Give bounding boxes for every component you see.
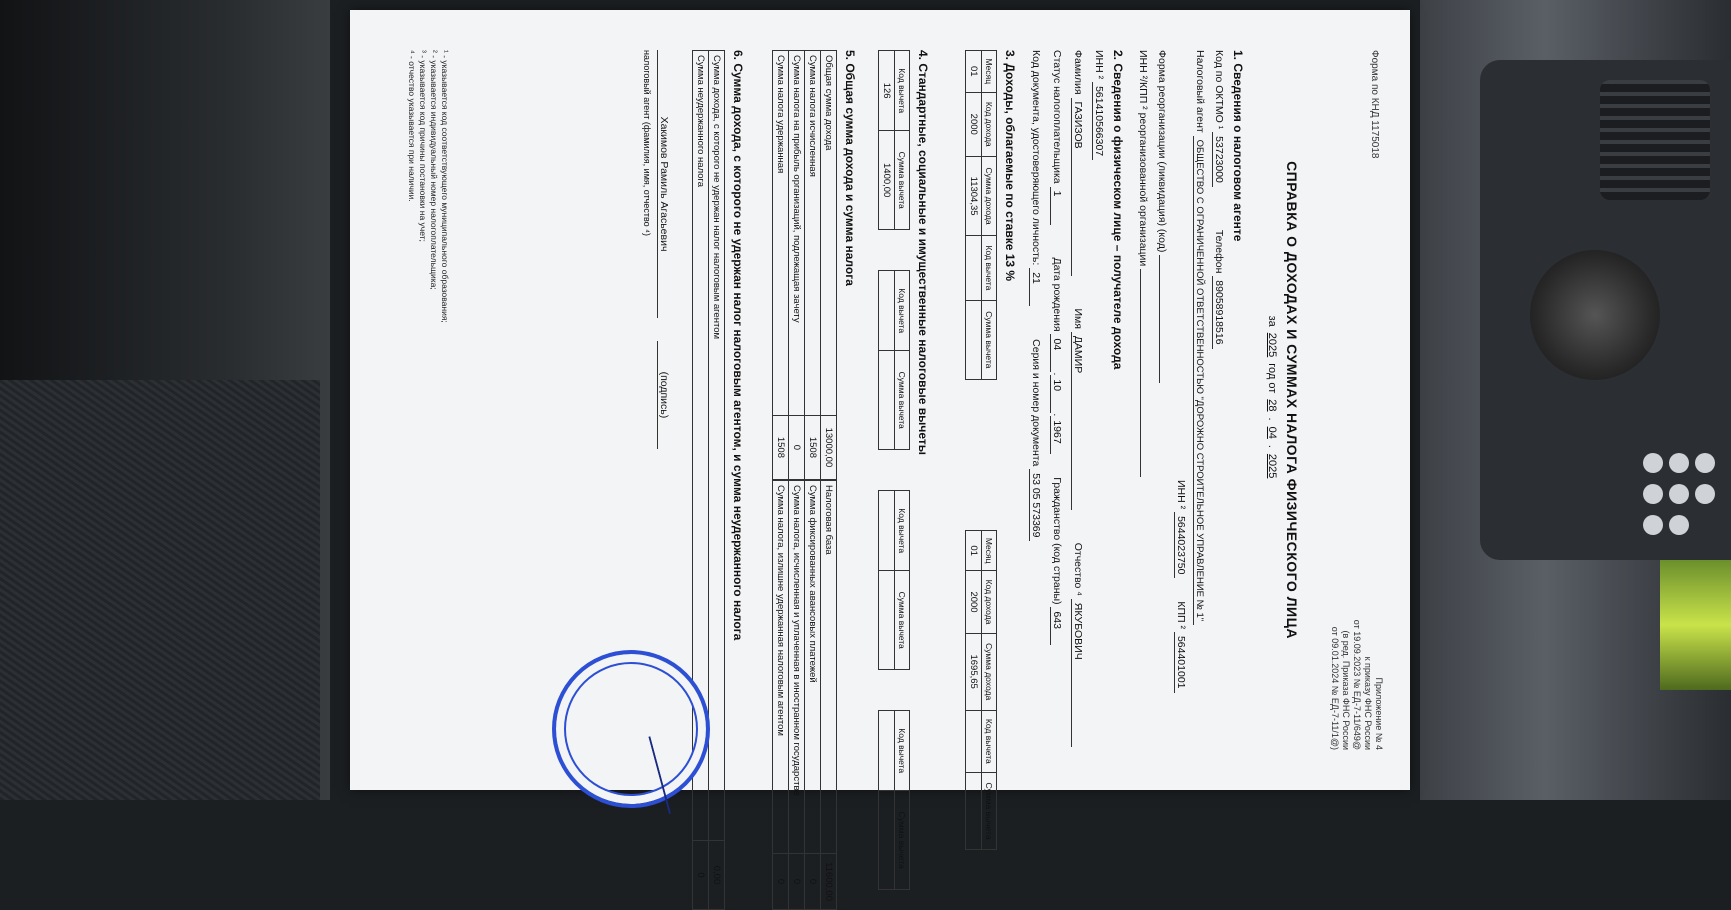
deductions-table-4: Код вычета Сумма вычета [878, 710, 910, 890]
oktmo-row: Код по ОКТМО ¹ 53723000 Телефон 89058918516 [1212, 50, 1225, 750]
table-row: 01 2000 1695,65 [966, 531, 982, 850]
background-green-object [1660, 560, 1731, 690]
table-row: Сумма налога, излишне удержанная налоговым агентом 0 [773, 481, 789, 910]
person-name-row: Фамилия ГАЗИЗОВ Имя ДАМИР Отчество ⁴ ЯКУБОВИЧ [1071, 50, 1084, 750]
table-row: Сумма налога исчисленная 1508 [805, 51, 821, 480]
reorg-inn-row: ИНН ²/КПП ² реорганизованной организации [1137, 50, 1149, 750]
document-photo [330, 0, 1430, 901]
table-row: Сумма фиксированных авансовых платежей 0 [805, 481, 821, 910]
table-row: Сумма дохода, с которого не удержан налог налоговым агентом 0,00 [709, 51, 725, 910]
air-vent [1600, 80, 1710, 200]
footnotes: ¹ - указывается код соответствующего муниципального образования; ² - указывается индивидуальный номер налогоплательщика; ³ - указывается код причины постановки на учет; ⁴ - отчество указывается при наличии. [407, 50, 450, 323]
section-3-title: 3. Доходы, облагаемые по ставке 13 % [1003, 50, 1017, 282]
income-table-left: Месяц Код дохода Сумма дохода Код вычета Сумма вычета 01 2000 11304,35 [965, 50, 997, 380]
form-code: Форма по КНД 1175018 [1369, 50, 1380, 159]
deductions-table: Код вычета Сумма вычета 126 1400,00 [878, 50, 910, 230]
agent-inn-row: ИНН ² 5644023750 КПП ² 564401001 [1174, 50, 1187, 750]
table-row: 01 2000 11304,35 [966, 51, 982, 380]
person-status-row: Статус налогоплательщика 1 Дата рождения 04.10.1967 Гражданство (код страны) 643 [1050, 50, 1063, 750]
period-line: за2025год от28.04.2025 [1266, 315, 1278, 479]
background-fabric [0, 380, 320, 800]
totals-table-right [772, 480, 837, 910]
section-1-title: 1. Сведения о налоговом агенте [1231, 50, 1245, 242]
deductions-table-3: Код вычета Сумма вычета [878, 490, 910, 670]
section-6-title: 6. Сумма дохода, с которого не удержан налог налоговым агентом, и сумма неудержанного налога [731, 50, 745, 641]
table-row: Общая сумма дохода 13000,00 [821, 51, 837, 480]
section-4-title: 4. Стандартные, социальные и имущественные налоговые вычеты [916, 50, 930, 455]
income-table-right: Месяц Код дохода Сумма дохода Код вычета Сумма вычета 01 2000 1695,65 [965, 530, 997, 850]
table-row: Налоговая база 11600,00 [821, 481, 837, 910]
reorg-row: Форма реорганизации (ликвидация) (код) [1156, 50, 1168, 750]
dashboard-keypad [1640, 450, 1720, 560]
section-2-title: 2. Сведения о физическом лице – получателе дохода [1111, 50, 1125, 370]
totals-table-left [772, 50, 837, 480]
control-dial [1530, 250, 1660, 380]
signer-label: налоговый агент (фамилия, имя, отчество ⁴) [642, 50, 652, 237]
signer-row: Хакимов Рамиль Агасьевич (подпись) [657, 50, 670, 750]
approval-note: Приложение № 4 к приказу ФНС России от 19.09.2023 № ЕД-7-11/649@ (в ред. Приказа ФНС России от 09.01.2024 № ЕД-7-11/1@) [1330, 619, 1384, 750]
deductions-table-2: Код вычета Сумма вычета [878, 270, 910, 450]
table-row: 126 1400,00 [879, 51, 895, 230]
table-row: Сумма неудержанного налога 0 [693, 51, 709, 910]
income-certificate [350, 10, 1410, 901]
table-row: Сумма налога на прибыль организаций, подлежащая зачету 0 [789, 51, 805, 480]
agent-row: Налоговый агент ОБЩЕСТВО С ОГРАНИЧЕННОЙ ОТВЕТСТВЕННОСТЬЮ "ДОРОЖНО СТРОИТЕЛЬНОЕ УПРАВЛЕНИЕ № 1" [1193, 50, 1206, 750]
table-row: Сумма налога удержанная 1508 [773, 51, 789, 480]
person-doc-row: Код документа, удостоверяющего личность: 21 Серия и номер документа 53 05 573369 [1029, 50, 1042, 750]
person-inn-row: ИНН ² 561410566307 [1092, 50, 1105, 750]
table-row: Сумма налога, исчисленная и уплаченная в иностранном государстве 0 [789, 481, 805, 910]
document-title: СПРАВКА О ДОХОДАХ И СУММАХ НАЛОГА ФИЗИЧЕСКОГО ЛИЦА [1284, 161, 1300, 639]
section-5-title: 5. Общая сумма дохода и сумма налога [843, 50, 857, 286]
